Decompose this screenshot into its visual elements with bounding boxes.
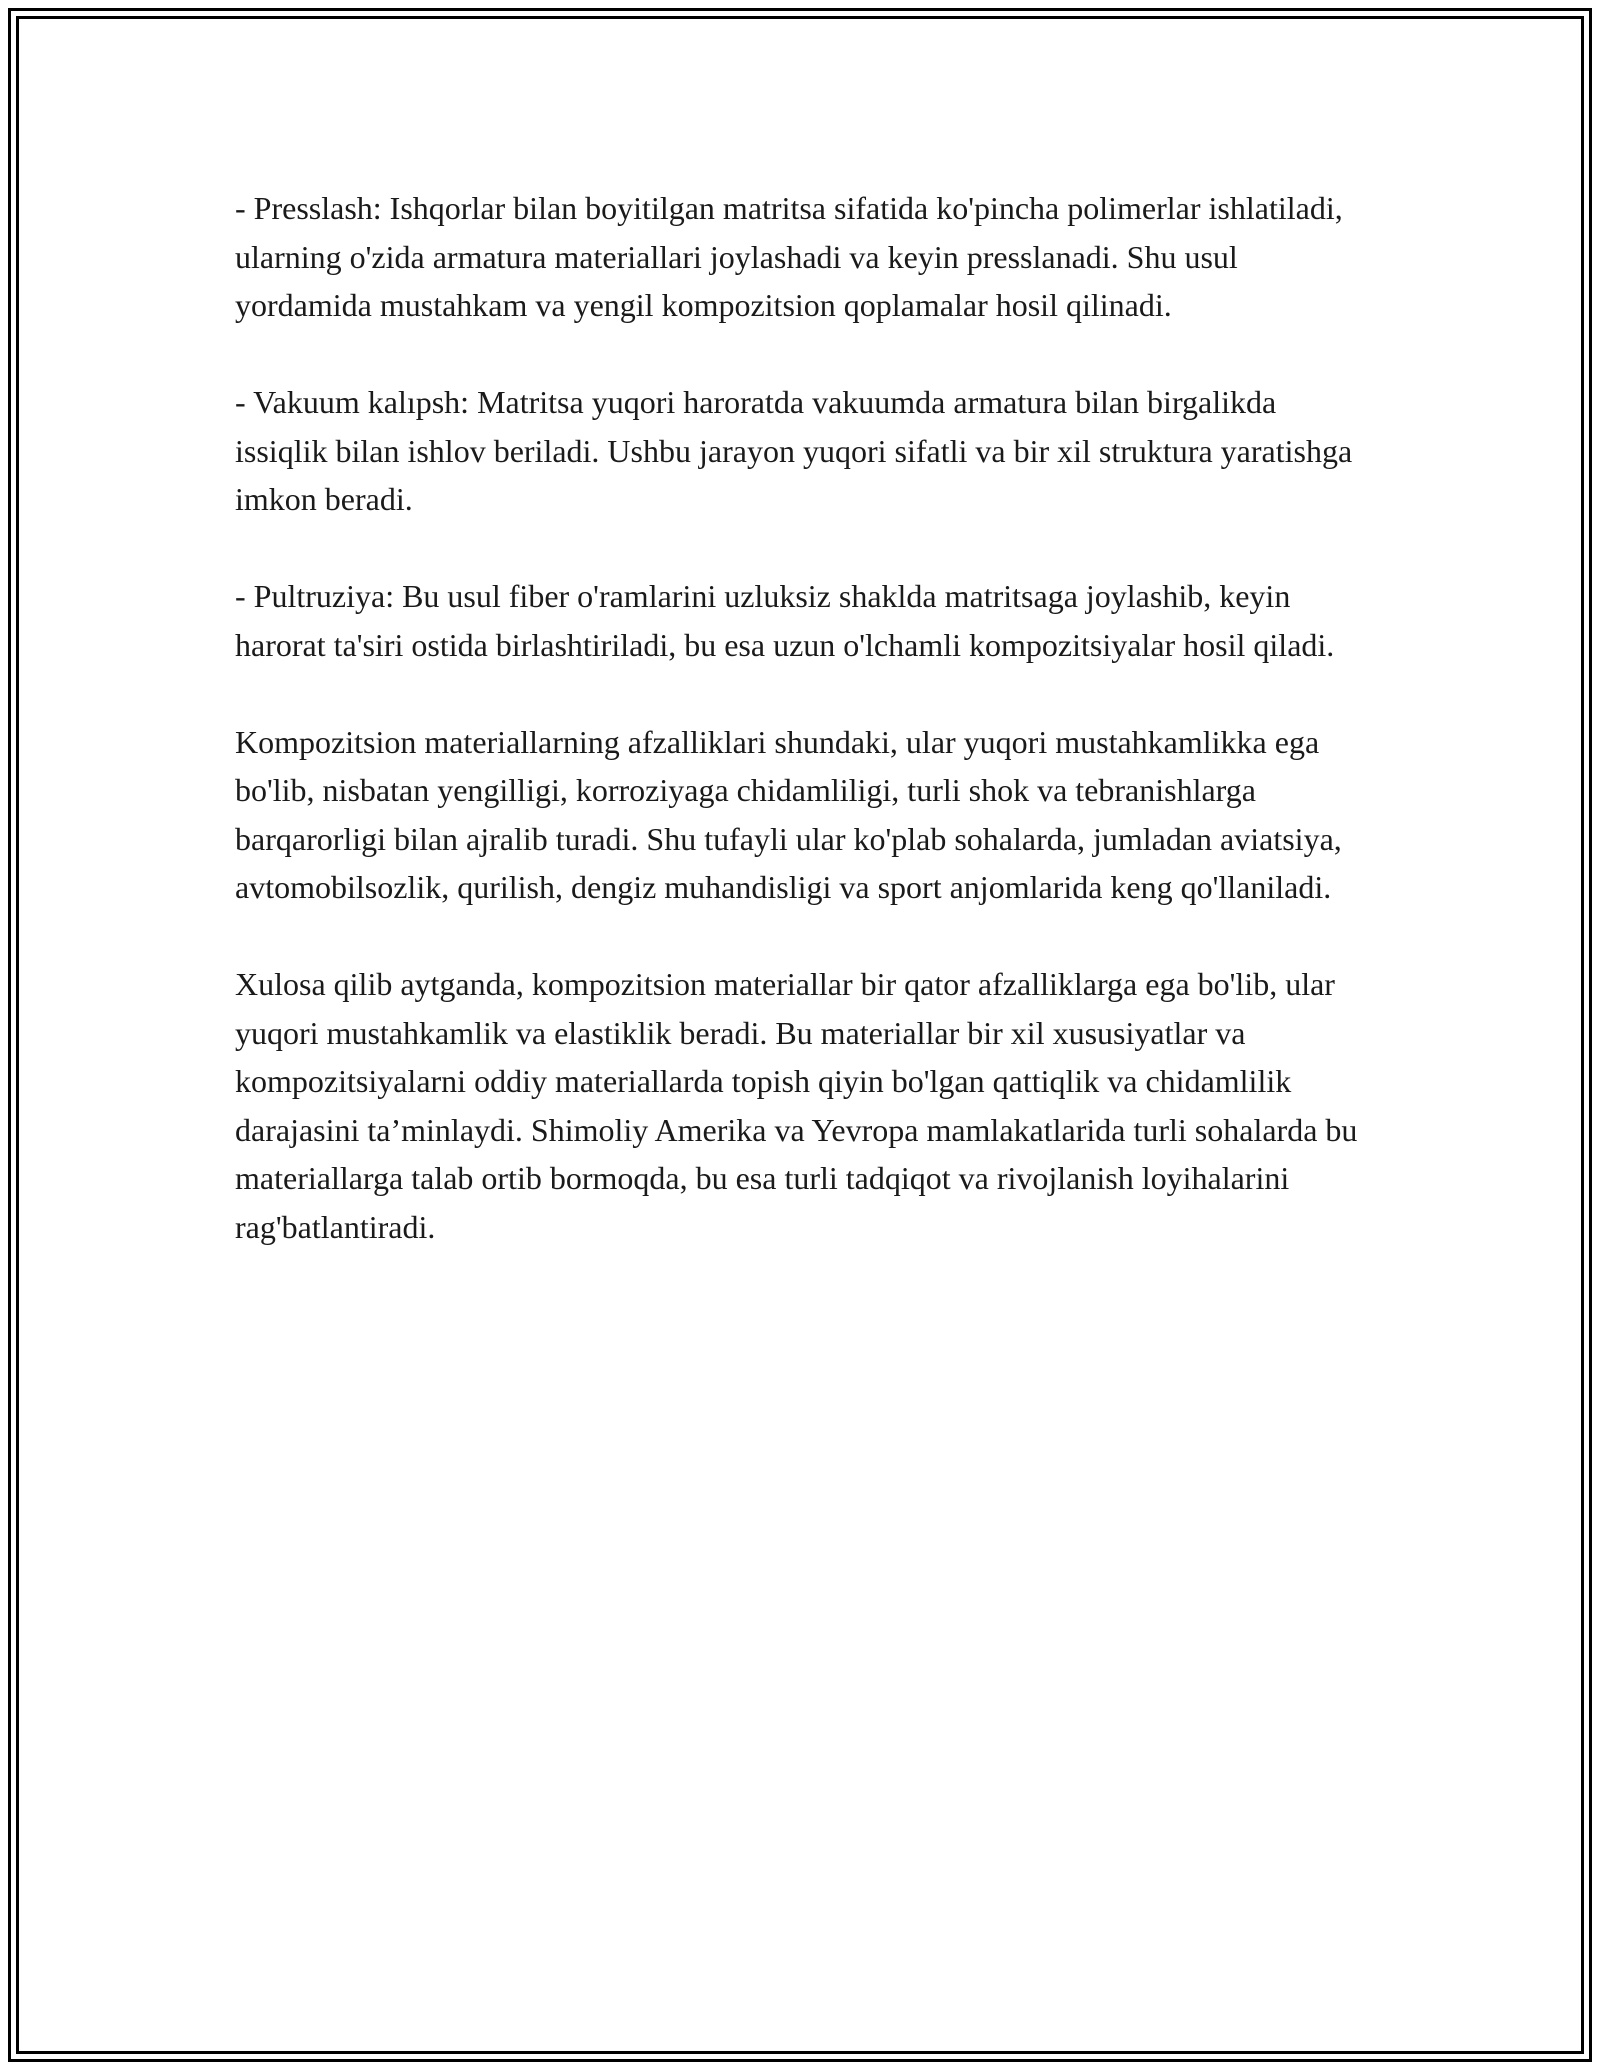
document-body [235,184,1375,1300]
paragraph-pultruziya: - Pultruziya: Bu usul fiber o'ramlarini uzluksiz shakldа matritsaga joylashib, keyin harorat ta'siri ostida birlashtiriladi, bu esa uzun o'lchamli kompozitsiyalar hosil qiladi. [235,578,1335,663]
paragraph-afzalliklar: Kompozitsion materiallarning afzalliklari shundaki, ular yuqori mustahkamlikka ega bo'lib, nisbatan yengilligi, korroziyaga chidamliligi, turli shok va tebranishlarga barqarorligi bilan ajralib turadi. Shu tufayli ular ko'plab sohalarda, jumladan aviatsiya, avtomobilsozlik, qurilish, dengiz muhandisligi va sport anjomlarida keng qo'llaniladi. [235,723,1342,905]
paragraph-vakuum: - Vakuum kalıpsh: Matritsa yuqori haroratda vakuumda armatura bilan birgalikda issiqlik bilan ishlov beriladi. Ushbu jarayon yuqori sifatli va bir xil struktura yaratishga imkon beradi. [235,384,1353,517]
paragraph-xulosa: Xulosa qilib aytganda, kompozitsion materiallar bir qator afzalliklarga ega bo'lib, ular yuqori mustahkamlik va elastiklik beradi. Bu materiallar bir xil xususiyatlar va kompozitsiyalarni oddiy materiallarda topish qiyin bo'lgan qattiqlik va chidamlilik darajasini ta’minlaydi. Shimoliy Amerika va Yevropa mamlakatlarida turli sohalarda bu materiallarga talab ortib bormoqda, bu esa turli tadqiqot va rivojlanish loyihalarini rag'batlantiradi. [235,966,1358,1245]
paragraph-presslash: - Presslash: Ishqorlar bilan boyitilgan matritsa sifatida ko'pincha polimerlar ishlatiladi, ularning o'zida armatura materiallari joylashadi va keyin presslanadi. Shu usul yordamida mustahkam va yengil kompozitsion qoplamalar hosil qilinadi. [235,190,1343,323]
